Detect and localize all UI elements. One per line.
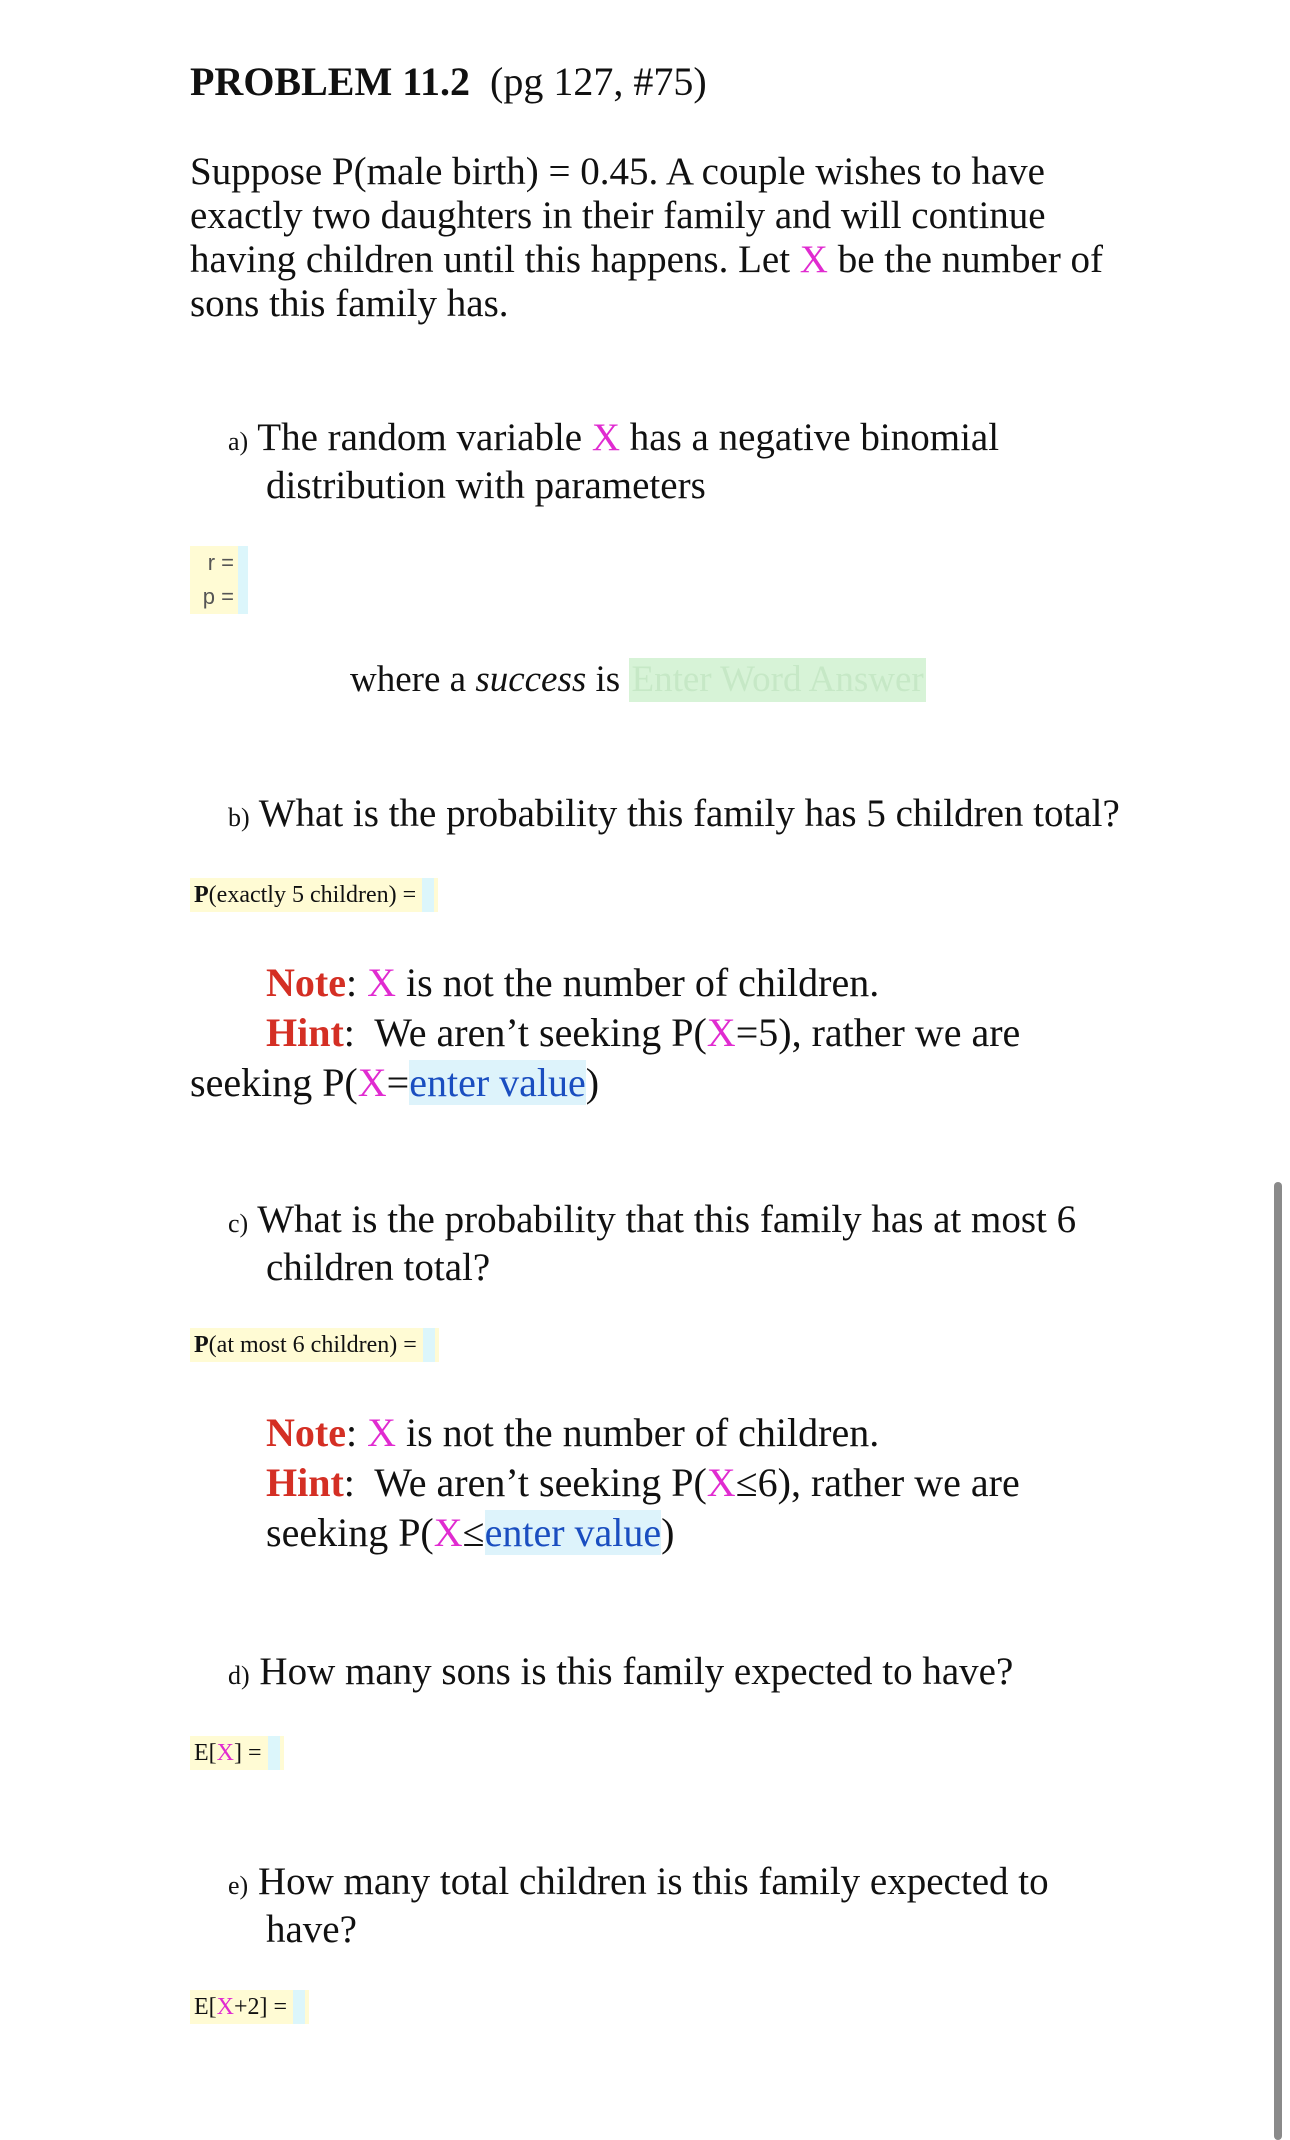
question-c: c) What is the probability that this family has at most 6 children total? [228,1198,1077,1289]
question-a: a) The random variable X has a negative binomial distribution with parameters [228,416,1000,507]
answer-input-e[interactable] [293,1990,305,2024]
variable-x: X [799,238,828,281]
success-definition: where a success is Enter Word Answer [350,659,924,700]
answer-input-b[interactable] [422,878,434,912]
parameter-fields [190,546,238,614]
parameter-input[interactable] [238,546,248,614]
value-input-b[interactable]: enter value [409,1060,586,1105]
question-d: d) How many sons is this family expected to have? [228,1650,1014,1693]
answer-input-d[interactable] [268,1736,280,1770]
question-e: e) How many total children is this family expected to have? [228,1860,1049,1951]
answer-field-d: E[X] = [190,1736,284,1770]
answer-input-c[interactable] [423,1328,435,1362]
r-field-label: r = [207,550,234,575]
answer-field-c: P(at most 6 children) = [190,1328,439,1362]
problem-title: PROBLEM 11.2 (pg 127, #75) [190,59,707,104]
note-b: Note: X is not the number of children. Hint: We aren’t seeking P(X=5), rather we are seeking P(X=enter value) [190,960,1021,1105]
p-field-label: p = [202,584,234,609]
problem-statement: Suppose P(male birth) = 0.45. A couple wishes to have exactly two daughters in their family and will continue having children until this happens. Let X be the number of sons this family has. [190,150,1104,325]
answer-field-e: E[X+2] = [190,1990,309,2024]
value-input-c[interactable]: enter value [484,1510,662,1555]
question-b: b) What is the probability this family has 5 children total? [228,792,1120,835]
answer-field-b: P(exactly 5 children) = [190,878,438,912]
problem-reference: (pg 127, #75) [490,59,707,104]
word-answer-input[interactable]: Enter Word Answer [631,659,924,700]
vertical-scrollbar[interactable] [1274,1182,1282,2140]
note-c: Note: X is not the number of children. Hint: We aren’t seeking P(X≤6), rather we are seeking P(X≤enter value) [266,1410,1020,1555]
